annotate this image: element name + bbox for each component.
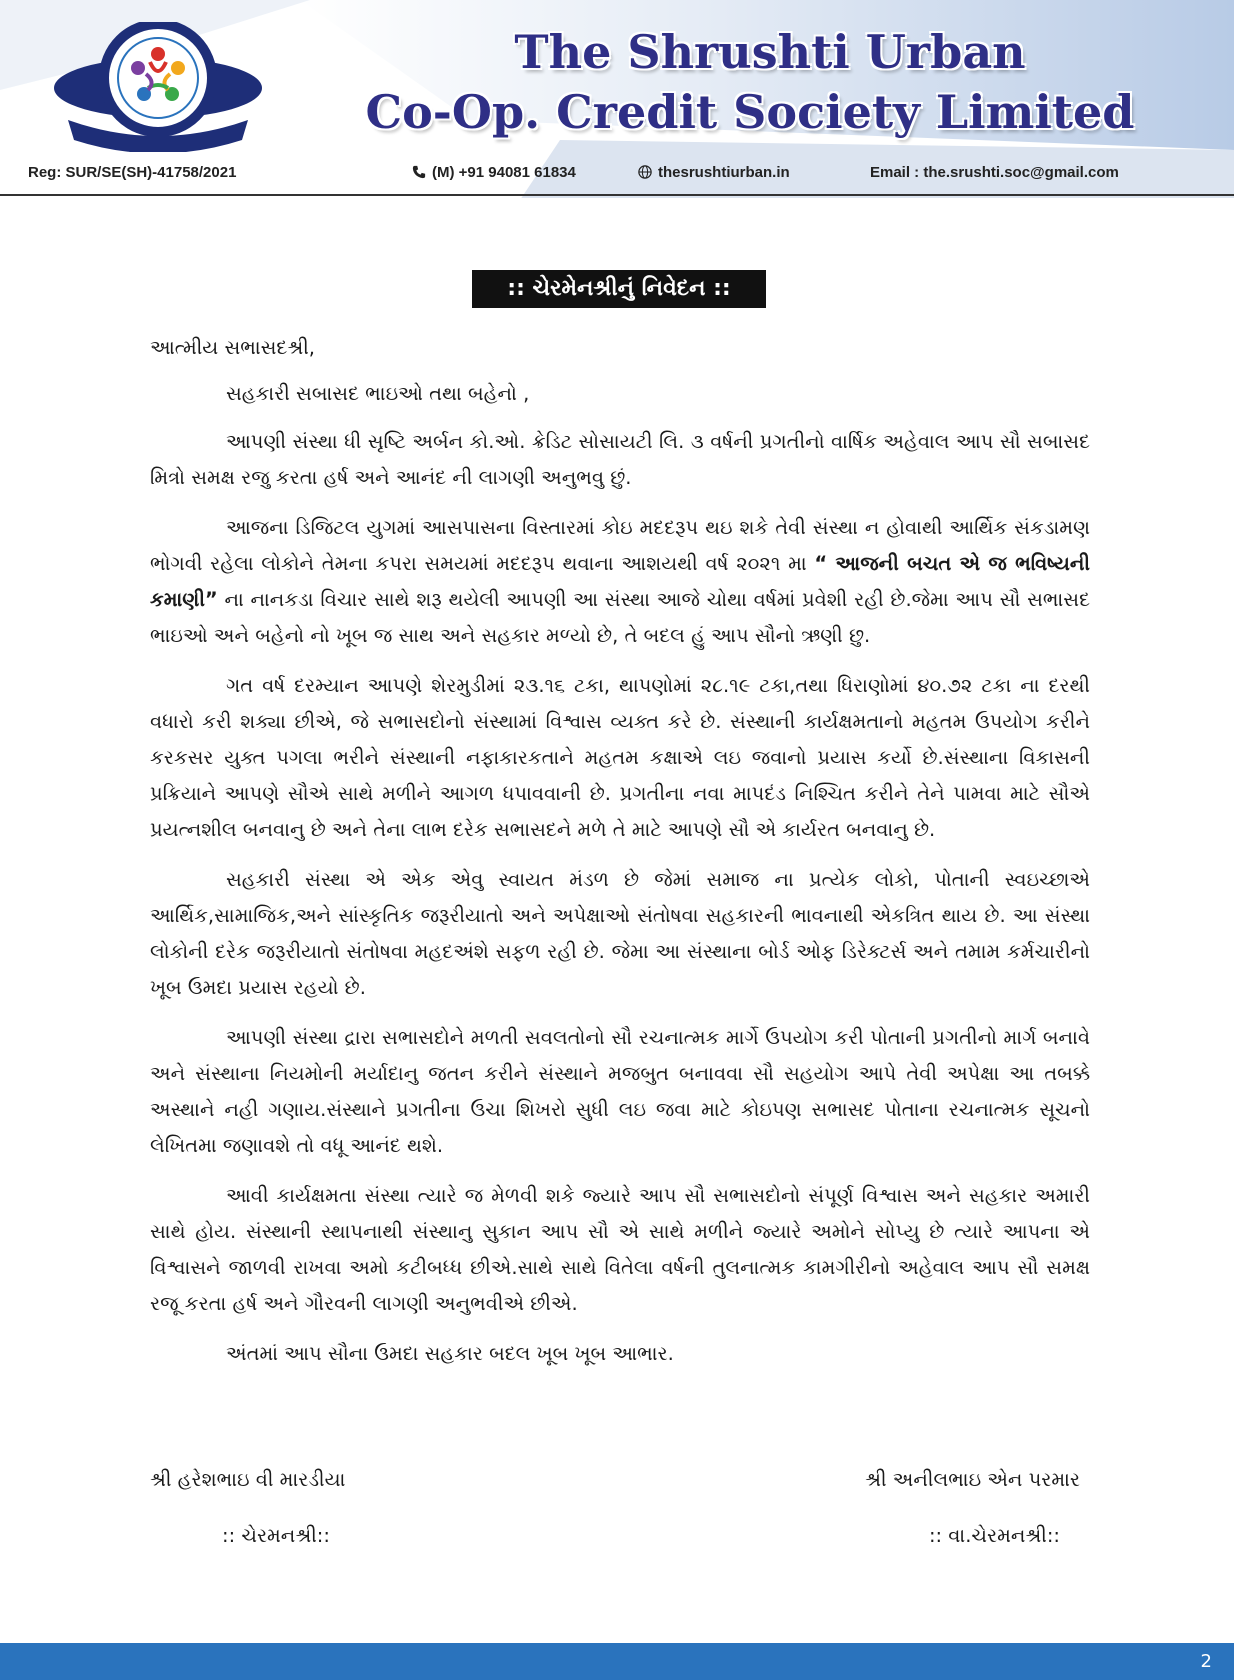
email-address[interactable]: Email : the.srushti.soc@gmail.com — [870, 164, 1119, 181]
paragraph-1: આપણી સંસ્થા ધી સૃષ્ટિ અર્બન કો.ઓ. ક્રેડિટ સોસાયટી લિ. ૩ વર્ષની પ્રગતીનો વાર્ષિક અહેવાલ આપ સૌ સબાસદ મિત્રો સમક્ષ રજુ કરતા હર્ષ અને આનંદ ની લાગણી અનુભવુ છું. — [150, 430, 1090, 489]
closing-line: અંતમાં આપ સૌના ઉમદા સહકાર બદલ ખૂબ ખૂબ આભાર. — [226, 1342, 674, 1365]
globe-icon — [638, 165, 652, 179]
paragraph-2-text-after: ના નાનકડા વિચાર સાથે શરૂ થયેલી આપણી આ સંસ્થા આજે ચોથા વર્ષમાં પ્રવેશી રહી છે.જેમા આપ સૌ સભાસદ ભાઇઓ અને બહેનો નો ખૂબ જ સાથ અને સહકાર મળ્યો છે, તે બદલ હું આપ સૌનો ઋણી છુ. — [150, 588, 1090, 647]
salutation: આત્મીય સભાસદશ્રી, — [150, 336, 316, 359]
paragraph-3: ગત વર્ષ દરમ્યાન આપણે શેરમુડીમાં ૨૩.૧૬ ટકા, થાપણોમાં ૨૮.૧૯ ટકા,તથા ધિરાણોમાં ૪૦.૭૨ ટકા ના દરથી વધારો કરી શક્યા છીએ, જે સભાસદોનો સંસ્થામાં વિશ્વાસ વ્યક્ત કરે છે. સંસ્થાની કાર્યક્ષમતાનો મહતમ ઉપયોગ કરીને કરકસર યુક્ત પગલા ભરીને સંસ્થાની નફાકારકતાને મહતમ કક્ષાએ લઇ જવાનો પ્રયાસ કર્યો છે.સંસ્થાના વિકાસની પ્રક્રિયાને આપણે સૌએ સાથે મળીને આગળ ધપાવવાની છે. પ્રગતીના નવા માપદંડ નિશ્ચિત કરીને તેને પામવા માટે સૌએ પ્રયત્નશીલ બનવાનુ છે અને તેના લાભ દરેક સભાસદને મળે તે માટે આપણે સૌ એ કાર્યરત બનવાનુ છે. — [150, 674, 1090, 841]
signature-titles — [222, 1524, 1060, 1554]
letterhead — [0, 0, 1234, 198]
motto-quote: “ આજની બચત એ જ ભવિષ્યની કમાણી” — [150, 552, 1091, 611]
phone-number: (M) +91 94081 61834 — [432, 164, 576, 181]
letter-body — [150, 330, 1090, 1392]
footer-band — [0, 1643, 1234, 1680]
website-url[interactable]: thesrushtiurban.in — [658, 164, 790, 181]
contact-row — [0, 160, 1234, 186]
website-contact — [638, 164, 790, 181]
paragraph-4: સહકારી સંસ્થા એ એક એવુ સ્વાયત મંડળ છે જેમાં સમાજ ના પ્રત્યેક લોકો, પોતાની સ્વઇચ્છાએ આર્થિક,સામાજિક,અને સાંસ્કૃતિક જરૂરીયાતો અને અપેક્ષાઓ સંતોષવા સહકારની ભાવનાથી એકત્રિત થાય છે. આ સંસ્થા લોકોની દરેક જરૂરીયાતો સંતોષવા મહદઅંશે સફળ રહી છે. જેમા આ સંસ્થાના બોર્ડ ઓફ ડિરેક્ટર્સ અને તમામ કર્મચારીનો ખૂબ ઉમદા પ્રયાસ રહયો છે. — [150, 868, 1090, 999]
header-divider — [0, 194, 1234, 196]
page-number: 2 — [1200, 1651, 1212, 1672]
phone-icon — [412, 165, 426, 179]
society-logo — [38, 22, 278, 152]
vice-chairman-title: :: વા.ચેરમનશ્રી:: — [928, 1524, 1060, 1547]
signature-names — [150, 1468, 1080, 1498]
org-name-line1: The Shrushti Urban — [514, 25, 1026, 79]
organization-name — [300, 22, 1200, 142]
chairman-title: :: ચેરમનશ્રી:: — [222, 1524, 330, 1547]
paragraph-2 — [150, 510, 1090, 654]
page-title: :: ચેરમેનશ્રીનું નિવેદન :: — [472, 270, 766, 308]
vice-chairman-name: શ્રી અનીલભાઇ એન પરમાર — [865, 1468, 1080, 1491]
org-name-line2: Co-Op. Credit Society Limited — [365, 85, 1135, 139]
paragraph-5: આપણી સંસ્થા દ્રારા સભાસદોને મળતી સવલતોનો સૌ રચનાત્મક માર્ગે ઉપયોગ કરી પોતાની પ્રગતીનો માર્ગ બનાવે અને સંસ્થાના નિયમોની મર્યાદાનુ જતન કરીને સંસ્થાને મજબુત બનાવવા સૌ સહયોગ આપે તેવી અપેક્ષા આ તબક્કે અસ્થાને નહી ગણાય.સંસ્થાને પ્રગતીના ઉચા શિખરો સુધી લઇ જવા માટે કોઇપણ સભાસદ પોતાના રચનાત્મક સૂચનો લેખિતમા જણાવશે તો વધૂ આનંદ થશે. — [150, 1026, 1090, 1157]
paragraph-2-text-before: આજના ડિજિટલ યુગમાં આસપાસના વિસ્તારમાં કોઇ મદદરૂપ થઇ શકે તેવી સંસ્થા ન હોવાથી આર્થિક સંકડામણ ભોગવી રહેલા લોકોને તેમના કપરા સમયમાં મદદરૂપ થવાના આશયથી વર્ષ ૨૦૨૧ મા — [150, 516, 1090, 575]
registration-number: Reg: SUR/SE(SH)-41758/2021 — [28, 164, 237, 181]
greeting: સહકારી સબાસદ ભાઇઓ તથા બહેનો , — [226, 382, 530, 405]
phone-contact — [412, 164, 576, 181]
paragraph-6: આવી કાર્યક્ષમતા સંસ્થા ત્યારે જ મેળવી શકે જ્યારે આપ સૌ સભાસદોનો સંપૂર્ણ વિશ્વાસ અને સહકાર અમારી સાથે હોય. સંસ્થાની સ્થાપનાથી સંસ્થાનુ સુકાન આપ સૌ એ સાથે મળીને જ્યારે અમોને સોપ્યુ છે ત્યારે આપના એ વિશ્વાસને જાળવી રાખવા અમો કટીબધ્ધ છીએ.સાથે સાથે વિતેલા વર્ષની તુલનાત્મક કામગીરીનો અહેવાલ આપ સૌ સમક્ષ રજૂ કરતા હર્ષ અને ગૌરવની લાગણી અનુભવીએ છીએ. — [150, 1184, 1091, 1315]
chairman-name: શ્રી હરેશભાઇ વી મારડીયા — [150, 1468, 346, 1491]
